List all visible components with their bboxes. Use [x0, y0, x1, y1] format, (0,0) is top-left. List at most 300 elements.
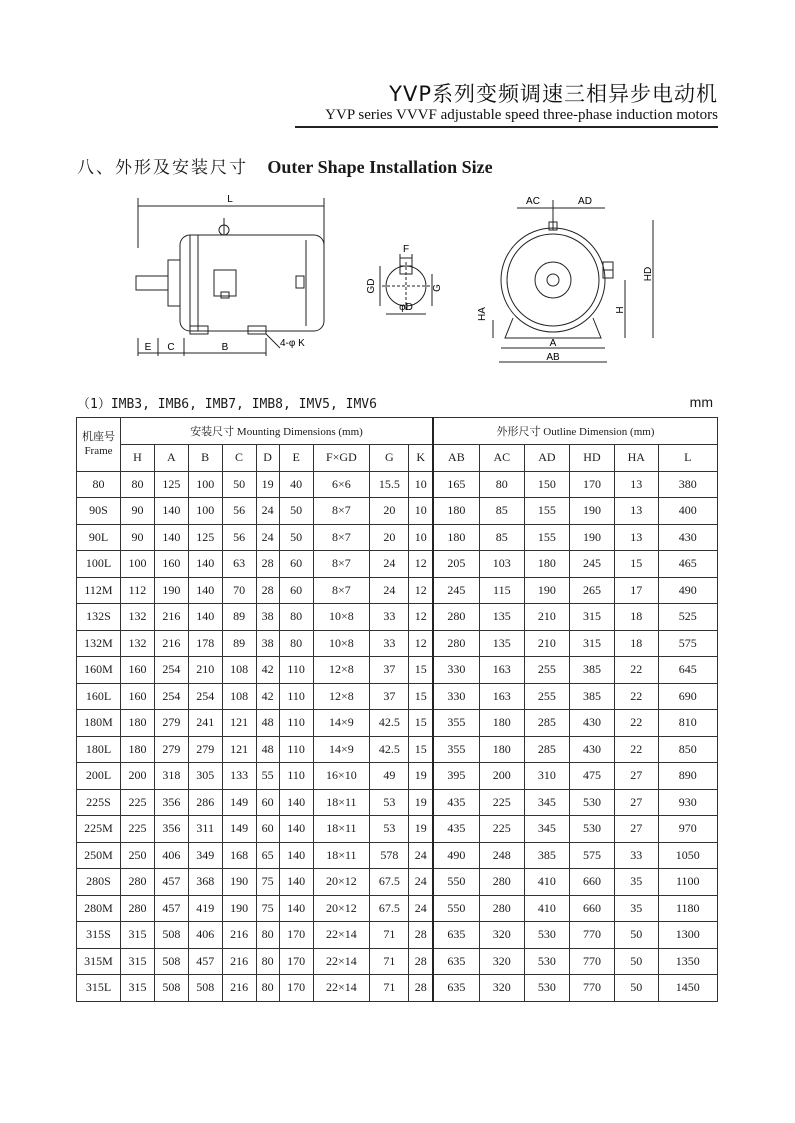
table-cell: 140: [154, 524, 188, 551]
table-cell: 75: [256, 869, 279, 896]
table-cell: 60: [279, 577, 313, 604]
table-cell: 8×7: [313, 551, 370, 578]
table-cell: 140: [188, 577, 222, 604]
table-cell: 108: [222, 657, 256, 684]
frame-header-en: Frame: [84, 445, 113, 458]
column-header: K: [409, 445, 433, 472]
table-cell: 850: [658, 736, 717, 763]
frame-header-cn: 机座号: [82, 431, 115, 444]
table-cell: 20×12: [313, 869, 370, 896]
table-cell: 42.5: [370, 710, 409, 737]
table-cell: 345: [524, 789, 569, 816]
table-cell: 280: [479, 869, 524, 896]
table-cell: 13: [615, 498, 659, 525]
table-cell: 406: [154, 842, 188, 869]
table-cell: 190: [154, 577, 188, 604]
table-cell: 10: [409, 498, 433, 525]
table-cell: 8×7: [313, 577, 370, 604]
table-cell: 63: [222, 551, 256, 578]
table-cell: 80: [256, 922, 279, 949]
table-row: [77, 816, 718, 843]
table-row: [77, 789, 718, 816]
table-cell: 48: [256, 710, 279, 737]
table-cell: 28: [256, 577, 279, 604]
table-cell: 33: [615, 842, 659, 869]
table-cell: 18×11: [313, 842, 370, 869]
table-cell: 60: [279, 551, 313, 578]
table-cell: 205: [433, 551, 479, 578]
table-cell: 225: [121, 816, 155, 843]
frame-cell: 315L: [77, 975, 121, 1002]
table-cell: 280: [433, 604, 479, 631]
column-header: HD: [569, 445, 614, 472]
table-cell: 10×8: [313, 630, 370, 657]
table-cell: 465: [658, 551, 717, 578]
table-cell: 890: [658, 763, 717, 790]
table-cell: 216: [222, 975, 256, 1002]
table-cell: 380: [658, 471, 717, 498]
table-cell: 457: [188, 948, 222, 975]
table-cell: 160: [121, 683, 155, 710]
dim-label-K: 4-φ K: [280, 338, 305, 349]
table-cell: 8×7: [313, 524, 370, 551]
table-cell: 320: [479, 975, 524, 1002]
table-cell: 24: [409, 895, 433, 922]
table-cell: 50: [279, 498, 313, 525]
table-cell: 356: [154, 789, 188, 816]
table-cell: 24: [409, 842, 433, 869]
table-row: [77, 657, 718, 684]
table-cell: 15: [409, 683, 433, 710]
table-cell: 71: [370, 948, 409, 975]
table-cell: 20: [370, 498, 409, 525]
table-cell: 37: [370, 657, 409, 684]
table-cell: 770: [569, 922, 614, 949]
frame-cell: 280S: [77, 869, 121, 896]
table-body: [77, 471, 718, 1001]
table-cell: 149: [222, 816, 256, 843]
table-cell: 345: [524, 816, 569, 843]
table-cell: 200: [479, 763, 524, 790]
table-cell: 320: [479, 948, 524, 975]
table-cell: 216: [222, 948, 256, 975]
table-cell: 930: [658, 789, 717, 816]
table-cell: 19: [409, 763, 433, 790]
table-cell: 419: [188, 895, 222, 922]
table-cell: 19: [256, 471, 279, 498]
dim-label-L: L: [227, 194, 233, 205]
table-cell: 160: [121, 657, 155, 684]
table-cell: 71: [370, 922, 409, 949]
table-cell: 305: [188, 763, 222, 790]
table-cell: 180: [433, 498, 479, 525]
table-cell: 42: [256, 683, 279, 710]
table-cell: 165: [433, 471, 479, 498]
table-cell: 395: [433, 763, 479, 790]
table-cell: 80: [121, 471, 155, 498]
table-cell: 12: [409, 551, 433, 578]
table-cell: 17: [615, 577, 659, 604]
table-cell: 810: [658, 710, 717, 737]
table-cell: 15: [615, 551, 659, 578]
dim-label-AC: AC: [526, 196, 540, 207]
table-cell: 13: [615, 471, 659, 498]
table-cell: 132: [121, 604, 155, 631]
table-cell: 163: [479, 657, 524, 684]
table-cell: 190: [222, 869, 256, 896]
table-cell: 42.5: [370, 736, 409, 763]
frame-cell: 132S: [77, 604, 121, 631]
table-cell: 100: [121, 551, 155, 578]
table-cell: 525: [658, 604, 717, 631]
table-cell: 33: [370, 604, 409, 631]
table-row: [77, 948, 718, 975]
table-cell: 286: [188, 789, 222, 816]
table-cell: 140: [279, 869, 313, 896]
table-cell: 65: [256, 842, 279, 869]
table-cell: 508: [154, 975, 188, 1002]
table-cell: 80: [479, 471, 524, 498]
table-cell: 280: [121, 869, 155, 896]
table-cell: 6×6: [313, 471, 370, 498]
frame-header: [77, 418, 121, 472]
table-cell: 180: [524, 551, 569, 578]
document-title-en: YVP series VVVF adjustable speed three-phase induction motors: [325, 107, 718, 123]
table-cell: 490: [658, 577, 717, 604]
table-cell: 430: [569, 736, 614, 763]
table-cell: 24: [256, 524, 279, 551]
table-cell: 140: [279, 842, 313, 869]
table-cell: 1050: [658, 842, 717, 869]
table-cell: 24: [370, 577, 409, 604]
table-cell: 33: [370, 630, 409, 657]
frame-cell: 200L: [77, 763, 121, 790]
outline-dimensions-header: 外形尺寸 Outline Dimension (mm): [433, 418, 717, 445]
table-row: [77, 577, 718, 604]
table-cell: 140: [279, 816, 313, 843]
table-cell: 28: [409, 922, 433, 949]
table-cell: 180: [121, 710, 155, 737]
table-cell: 530: [524, 948, 569, 975]
table-cell: 22×14: [313, 975, 370, 1002]
table-cell: 15: [409, 710, 433, 737]
column-header: H: [121, 445, 155, 472]
table-cell: 356: [154, 816, 188, 843]
table-cell: 28: [409, 948, 433, 975]
table-cell: 250: [121, 842, 155, 869]
table-cell: 285: [524, 710, 569, 737]
section-title-en: Outer Shape Installation Size: [267, 157, 493, 177]
table-cell: 67.5: [370, 869, 409, 896]
table-cell: 110: [279, 683, 313, 710]
table-cell: 121: [222, 736, 256, 763]
table-cell: 50: [615, 948, 659, 975]
frame-cell: 132M: [77, 630, 121, 657]
table-cell: 50: [615, 975, 659, 1002]
table-cell: 20×12: [313, 895, 370, 922]
frame-cell: 250M: [77, 842, 121, 869]
table-cell: 400: [658, 498, 717, 525]
unit-label: mm: [689, 394, 713, 410]
table-cell: 410: [524, 895, 569, 922]
table-cell: 90: [121, 524, 155, 551]
table-cell: 508: [154, 948, 188, 975]
table-cell: 89: [222, 604, 256, 631]
table-cell: 15: [409, 736, 433, 763]
frame-cell: 280M: [77, 895, 121, 922]
table-cell: 770: [569, 975, 614, 1002]
table-cell: 80: [256, 975, 279, 1002]
table-cell: 60: [256, 816, 279, 843]
table-cell: 15: [409, 657, 433, 684]
table-cell: 140: [188, 604, 222, 631]
table-cell: 56: [222, 524, 256, 551]
table-cell: 660: [569, 895, 614, 922]
table-row: [77, 736, 718, 763]
table-cell: 285: [524, 736, 569, 763]
section-title-cn: 八、外形及安装尺寸: [77, 158, 248, 178]
table-cell: 1300: [658, 922, 717, 949]
frame-cell: 315M: [77, 948, 121, 975]
table-cell: 475: [569, 763, 614, 790]
table-cell: 241: [188, 710, 222, 737]
table-cell: 508: [154, 922, 188, 949]
table-cell: 255: [524, 683, 569, 710]
table-cell: 110: [279, 710, 313, 737]
table-cell: 10×8: [313, 604, 370, 631]
table-cell: 645: [658, 657, 717, 684]
table-cell: 27: [615, 816, 659, 843]
frame-cell: 225M: [77, 816, 121, 843]
table-row: [77, 471, 718, 498]
table-cell: 10: [409, 471, 433, 498]
mounting-dimensions-header: 安装尺寸 Mounting Dimensions (mm): [121, 418, 434, 445]
dim-label-H: H: [615, 306, 626, 314]
table-cell: 279: [188, 736, 222, 763]
table-cell: 12×8: [313, 657, 370, 684]
table-cell: 508: [188, 975, 222, 1002]
table-row: [77, 975, 718, 1002]
table-cell: 575: [569, 842, 614, 869]
table-cell: 457: [154, 895, 188, 922]
table-cell: 279: [154, 710, 188, 737]
table-cell: 110: [279, 763, 313, 790]
table-cell: 550: [433, 869, 479, 896]
motor-front-view-diagram: [473, 190, 663, 370]
header-rule: [295, 126, 718, 128]
table-row: [77, 710, 718, 737]
table-cell: 18×11: [313, 816, 370, 843]
dim-label-E: E: [144, 342, 152, 353]
table-cell: 15.5: [370, 471, 409, 498]
shaft-section-diagram: [360, 240, 450, 326]
table-cell: 85: [479, 498, 524, 525]
table-cell: 100: [188, 498, 222, 525]
table-cell: 254: [154, 657, 188, 684]
column-header: D: [256, 445, 279, 472]
table-cell: 311: [188, 816, 222, 843]
table-cell: 190: [524, 577, 569, 604]
column-header: A: [154, 445, 188, 472]
table-cell: 435: [433, 789, 479, 816]
column-header-row: [77, 445, 718, 472]
table-cell: 19: [409, 816, 433, 843]
table-cell: 1350: [658, 948, 717, 975]
table-cell: 170: [279, 948, 313, 975]
table-cell: 50: [222, 471, 256, 498]
table-cell: 35: [615, 895, 659, 922]
table-row: [77, 551, 718, 578]
table-cell: 75: [256, 895, 279, 922]
dim-label-A: A: [549, 338, 557, 349]
table-cell: 245: [433, 577, 479, 604]
table-cell: 635: [433, 922, 479, 949]
table-cell: 71: [370, 975, 409, 1002]
table-cell: 180: [479, 736, 524, 763]
table-cell: 55: [256, 763, 279, 790]
table-cell: 90: [121, 498, 155, 525]
table-cell: 660: [569, 869, 614, 896]
table-cell: 225: [479, 789, 524, 816]
table-cell: 635: [433, 948, 479, 975]
table-cell: 150: [524, 471, 569, 498]
table-cell: 155: [524, 524, 569, 551]
table-cell: 254: [154, 683, 188, 710]
table-cell: 19: [409, 789, 433, 816]
table-cell: 530: [569, 816, 614, 843]
column-header: L: [658, 445, 717, 472]
table-cell: 28: [409, 975, 433, 1002]
table-cell: 385: [524, 842, 569, 869]
table-cell: 530: [524, 975, 569, 1002]
table-cell: 140: [154, 498, 188, 525]
table-cell: 200: [121, 763, 155, 790]
table-cell: 280: [433, 630, 479, 657]
table-cell: 140: [279, 789, 313, 816]
table-cell: 170: [569, 471, 614, 498]
table-cell: 80: [279, 604, 313, 631]
table-cell: 18: [615, 604, 659, 631]
table-cell: 330: [433, 683, 479, 710]
table-cell: 24: [409, 869, 433, 896]
dim-label-HD: HD: [643, 266, 654, 282]
table-cell: 67.5: [370, 895, 409, 922]
table-cell: 110: [279, 736, 313, 763]
table-cell: 10: [409, 524, 433, 551]
table-cell: 28: [256, 551, 279, 578]
frame-cell: 90L: [77, 524, 121, 551]
table-cell: 225: [121, 789, 155, 816]
table-cell: 18×11: [313, 789, 370, 816]
frame-cell: 100L: [77, 551, 121, 578]
table-cell: 112: [121, 577, 155, 604]
table-cell: 254: [188, 683, 222, 710]
table-cell: 315: [569, 630, 614, 657]
table-cell: 190: [222, 895, 256, 922]
table-cell: 170: [279, 975, 313, 1002]
table-cell: 48: [256, 736, 279, 763]
table-cell: 50: [615, 922, 659, 949]
table-cell: 530: [569, 789, 614, 816]
table-cell: 27: [615, 763, 659, 790]
table-cell: 178: [188, 630, 222, 657]
frame-cell: 225S: [77, 789, 121, 816]
table-cell: 155: [524, 498, 569, 525]
table-cell: 368: [188, 869, 222, 896]
table-cell: 210: [188, 657, 222, 684]
table-cell: 50: [279, 524, 313, 551]
table-cell: 315: [569, 604, 614, 631]
table-cell: 140: [279, 895, 313, 922]
dim-label-G: G: [432, 284, 443, 292]
table-cell: 1450: [658, 975, 717, 1002]
table-cell: 190: [569, 498, 614, 525]
table-cell: 690: [658, 683, 717, 710]
table-row: [77, 524, 718, 551]
column-header: F×GD: [313, 445, 370, 472]
table-row: [77, 763, 718, 790]
table-cell: 435: [433, 816, 479, 843]
frame-cell: 160L: [77, 683, 121, 710]
table-cell: 255: [524, 657, 569, 684]
table-cell: 125: [188, 524, 222, 551]
column-header: B: [188, 445, 222, 472]
table-cell: 355: [433, 710, 479, 737]
column-header: E: [279, 445, 313, 472]
table-cell: 125: [154, 471, 188, 498]
table-row: [77, 842, 718, 869]
table-cell: 149: [222, 789, 256, 816]
table-row: [77, 895, 718, 922]
table-cell: 406: [188, 922, 222, 949]
table-cell: 216: [154, 630, 188, 657]
table-cell: 121: [222, 710, 256, 737]
table-cell: 132: [121, 630, 155, 657]
table-cell: 180: [479, 710, 524, 737]
column-header: AD: [524, 445, 569, 472]
table-cell: 37: [370, 683, 409, 710]
table-cell: 56: [222, 498, 256, 525]
table-cell: 216: [154, 604, 188, 631]
table-cell: 12×8: [313, 683, 370, 710]
table-cell: 24: [370, 551, 409, 578]
table-cell: 103: [479, 551, 524, 578]
frame-cell: 180M: [77, 710, 121, 737]
table-cell: 133: [222, 763, 256, 790]
table-cell: 490: [433, 842, 479, 869]
table-cell: 22: [615, 657, 659, 684]
table-cell: 53: [370, 789, 409, 816]
table-cell: 38: [256, 630, 279, 657]
table-subtitle: （1）IMB3, IMB6, IMB7, IMB8, IMV5, IMV6: [77, 397, 377, 412]
dim-label-C: C: [167, 342, 175, 353]
table-cell: 315: [121, 975, 155, 1002]
column-header: AB: [433, 445, 479, 472]
table-cell: 315: [121, 948, 155, 975]
dimension-table: [76, 417, 718, 1002]
table-cell: 190: [569, 524, 614, 551]
table-cell: 12: [409, 577, 433, 604]
table-cell: 216: [222, 922, 256, 949]
table-cell: 14×9: [313, 710, 370, 737]
table-cell: 578: [370, 842, 409, 869]
frame-cell: 160M: [77, 657, 121, 684]
table-row: [77, 869, 718, 896]
section-title: [77, 153, 493, 178]
column-header: C: [222, 445, 256, 472]
column-header: G: [370, 445, 409, 472]
table-cell: 53: [370, 816, 409, 843]
